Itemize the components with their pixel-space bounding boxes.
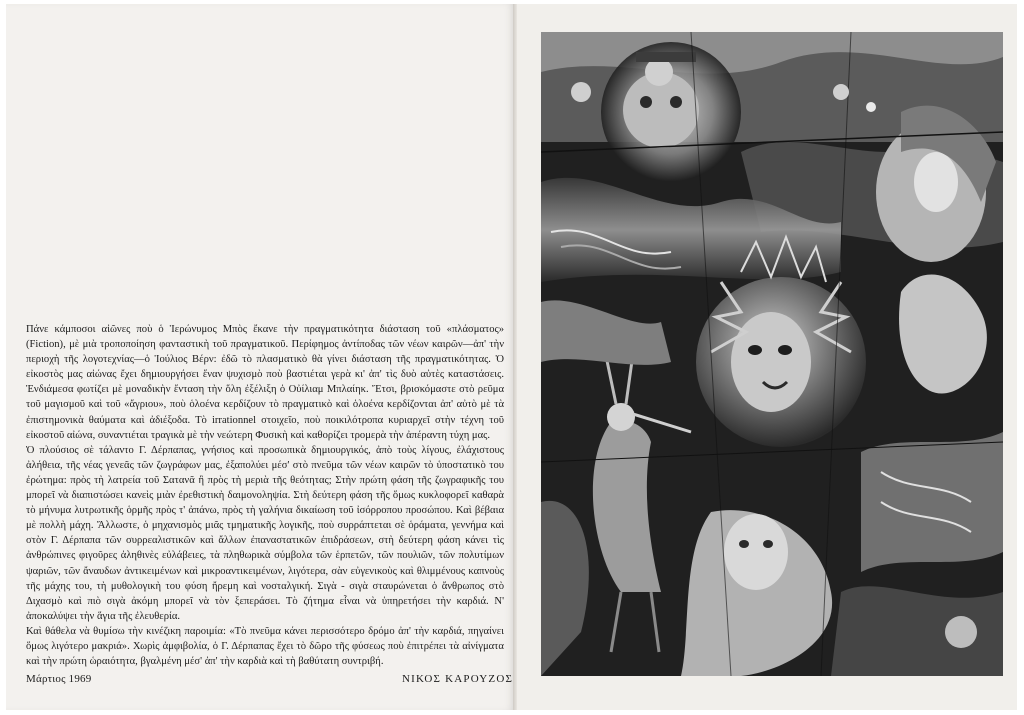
- essay-paragraph-1: Πάνε κάμποσοι αἰῶνες ποὺ ὁ Ἱερώνυμος Μπὸς ἔκανε τὴν πραγματικότητα διάσταση τοῦ «πλάσματος» (Fiction), μὲ μιὰ τροποποίηση φανταστικὴ τοῦ πραγματικοῦ. Περίφημος ἀντίποδας τῶν νέων καιρῶν—ἀπ' τὴν περιοχὴ τῆς λογοτεχνίας—ὁ Ἰούλιος Βέρν: ἐδῶ τὸ πλασματικὸ θὰ γίνει διάσταση τῆς πραγματικότητας. Ὁ εἰκοστὸς μας αἰώνας ἔχει δημιουργήσει ἕναν ψυχισμὸ ποὺ βαστιέται γερὰ κι' ἀπ' τὶς δυὸ αὐτὲς καταστάσεις. Ἐνδιάμεσα φωτίζει μὲ μοναδικὴν ἔνταση τὴν ὅλη ἐξέλιξη ὁ Οὐίλιαμ Μπλαίηκ. Ἔτσι, βρισκόμαστε στὸ ρεῦμα τοῦ μαγισμοῦ καὶ τοῦ «ἄγριου», ποὺ ὁλοένα κερδίζουν τὸ πραγματικὸ καὶ ὁλοένα κερδίζονται ἀπ' αὐτὸ μὲ τὰ ἐπιστημονικὰ θαύματα καὶ ἀδιέξοδα. Τὸ irrationnel στοιχεῖο, ποὺ ποικιλότροπα κυριαρχεῖ στὴν τέχνη τοῦ εἰκοστοῦ αἰώνα, συναντιέται τραγικὰ μὲ τὴν νεώτερη Φυσικὴ καὶ καθορίζει τρομερὰ τὴν ἀπέραντη τύχη μας.: [26, 324, 504, 441]
- left-page: [6, 4, 514, 710]
- essay-text: [26, 322, 504, 669]
- essay-paragraph-2: Ὁ πλούσιος σὲ τάλαντο Γ. Δέρπαπας, γνήσιος καὶ προσωπικὰ δημιουργικός, ἀπὸ τοὺς λίγους, ἐλάχιστους ἀλήθεια, τῆς νέας γενεᾶς τῶν ζωγράφων μας, ἐξαπολύει μέσ' στὸ πνεῦμα τῶν νέων καιρῶν τὸ ὑποστατικὸ του ἐρώτημα: πρὸς τὴ λατρεία τοῦ Σατανᾶ ἢ πρὸς τὴ μεριὰ τῆς θεότητας; Στὴν πρώτη φάση τῆς ζωγραφικῆς του μπορεῖ νὰ διαπιστώσει κανεὶς μιὰν ἐρεθιστικὴ δαιμονοληψία. Στὴ δεύτερη φάση τῆς ὅμως κυκλοφορεῖ καθαρὰ τὸ μήνυμα λυτρωτικῆς ὁρμῆς πρὸς τ' ἀπάνω, πρὸς τὴ γαλήνια δικαίωση τοῦ ἰσόρροπου προσώπου. Καὶ βέβαια μὲ πολλὴ μάχη. Ἄλλωστε, ὁ μηχανισμὸς μιᾶς τμηματικῆς λογικῆς, ποὺ συρράπτεται σὲ ὁράματα, γεννήμα καὶ στὸν Γ. Δέρπαπα τῶν συρρεαλιστικῶν καὶ ἄλλων ἐπαναστατικῶν ἐπιδράσεων, στὴ δεύτερη φάση κάνει τὶς ἀνθρώπινες φιγοῦρες ἀληθινὲς εὐλάβειες, τὰ πληθωρικὰ σύμβολα τῶν ἑρπετῶν, τῶν πουλιῶν, τῶν πολυτίμων ψαριῶν, τῶν ἄναυδων ἀντικειμένων καὶ μικροαντικειμένων, λιγότερα, σὰν εὐγενικοὺς καὶ θλιμμένους καπνοὺς τῆς μάχης του, τὴ μυθολογικὴ του φύση ἤρεμη καὶ νοσταλγική. Σιγὰ - σιγὰ σταυρώνεται ὁ ἄνθρωπος στὸ Διχασμὸ καὶ πιὸ σιγὰ ἀκόμη μπορεῖ νὰ τὸν ξεπεράσει. Τὸ ζήτημα εἶναι νὰ ὑπηρετήσει τὴν καρδιά. Ν' ἀποκαλύψει τὴν ἅγια τῆς ἐλευθερία.: [26, 444, 504, 622]
- essay-author: ΝΙΚΟΣ ΚΑΡΟΥΖΟΣ: [402, 673, 514, 685]
- essay-date: Μάρτιος 1969: [26, 673, 92, 685]
- surreal-artwork-image: [541, 32, 1003, 676]
- essay-paragraph-3: Καὶ θάθελα νὰ θυμίσω τὴν κινέζικη παροιμία: «Τὸ πνεῦμα κάνει περισσότερο δρόμο ἀπ' τὴν καρδιά, πηγαίνει ὅμως λιγότερο μακριά». Χωρὶς ἀμφιβολία, ὁ Γ. Δέρπαπας ἔχει τὸ δῶρο τῆς φύσεως ποὺ ἐπιτρέπει τὰ αἰνίγματα καὶ τὴν πρώτη ὡραιότητα, βγαλμένη μέσ' ἀπ' τὴν καρδιὰ καὶ τὴ βαθύτατη συντριβή.: [26, 625, 504, 668]
